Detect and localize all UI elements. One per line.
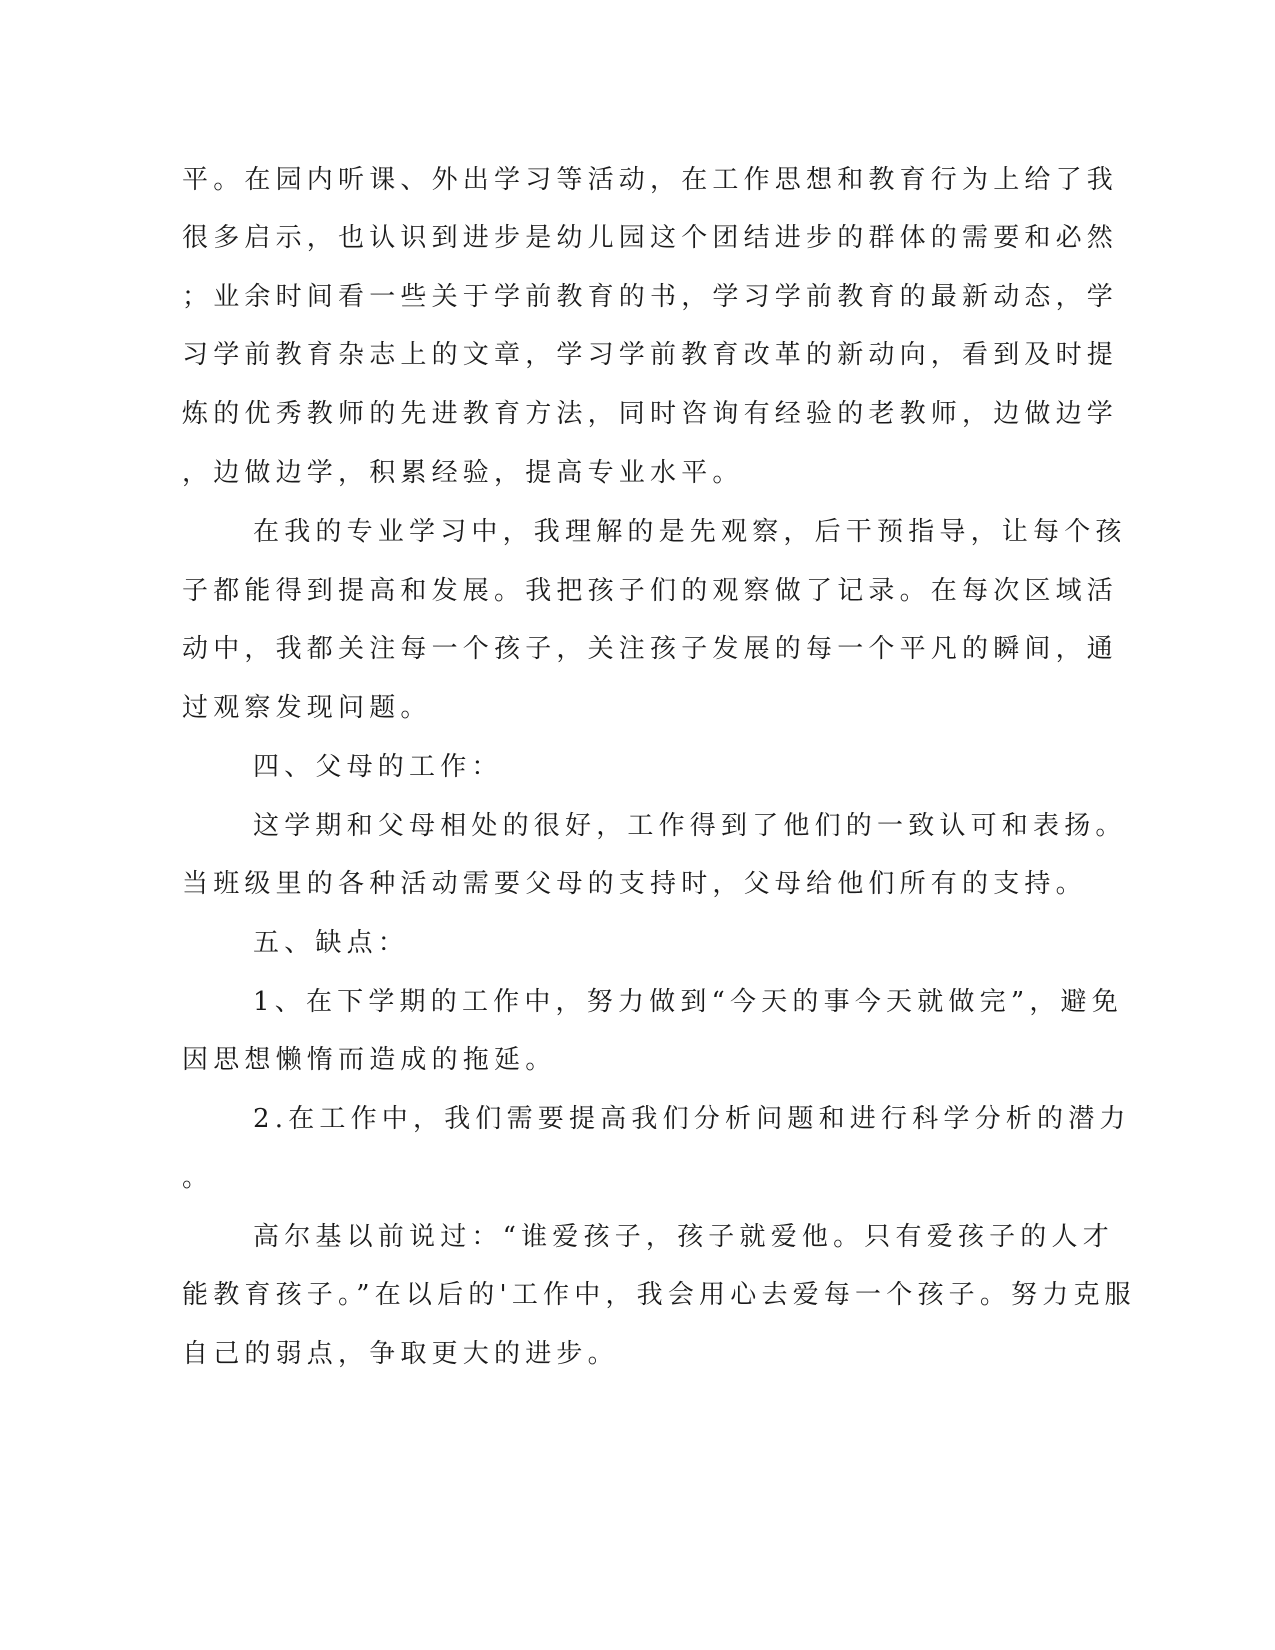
text-line: 当班级里的各种活动需要父母的支持时，父母给他们所有的支持。 (182, 869, 1087, 899)
text-line: 习学前教育杂志上的文章，学习学前教育改革的新动向，看到及时提 (182, 340, 1119, 370)
list-item-line: 1、在下学期的工作中，努力做到“今天的事今天就做完”，避免 (253, 987, 1123, 1017)
paragraph-first-line: 高尔基以前说过：“谁爱孩子，孩子就爱他。只有爱孩子的人才 (253, 1222, 1114, 1252)
list-item-line: 2.在工作中，我们需要提高我们分析问题和进行科学分析的潜力 (253, 1104, 1131, 1134)
text-line: 子都能得到提高和发展。我把孩子们的观察做了记录。在每次区域活 (182, 576, 1119, 606)
text-line: 动中，我都关注每一个孩子，关注孩子发展的每一个平凡的瞬间，通 (182, 634, 1119, 664)
paragraph-first-line: 在我的专业学习中，我理解的是先观察，后干预指导，让每个孩 (253, 517, 1127, 547)
text-line: 过观察发现问题。 (182, 693, 432, 723)
paragraph-first-line: 这学期和父母相处的很好，工作得到了他们的一致认可和表扬。 (253, 811, 1127, 841)
section-heading: 五、缺点： (253, 928, 410, 958)
text-line: 自己的弱点，争取更大的进步。 (182, 1339, 619, 1369)
text-line: ，边做边学，积累经验，提高专业水平。 (182, 458, 744, 488)
text-line: 很多启示，也认识到进步是幼儿园这个团结进步的群体的需要和必然 (182, 223, 1119, 253)
text-line: 。 (182, 1163, 214, 1193)
text-line: ；业余时间看一些关于学前教育的书，学习学前教育的最新动态，学 (182, 282, 1119, 312)
text-line: 因思想懒惰而造成的拖延。 (182, 1045, 557, 1075)
section-heading: 四、父母的工作： (253, 752, 503, 782)
text-line: 平。在园内听课、外出学习等活动，在工作思想和教育行为上给了我 (182, 165, 1119, 195)
text-line: 能教育孩子。”在以后的'工作中，我会用心去爱每一个孩子。努力克服 (182, 1280, 1136, 1310)
text-line: 炼的优秀教师的先进教育方法，同时咨询有经验的老教师，边做边学 (182, 399, 1119, 429)
